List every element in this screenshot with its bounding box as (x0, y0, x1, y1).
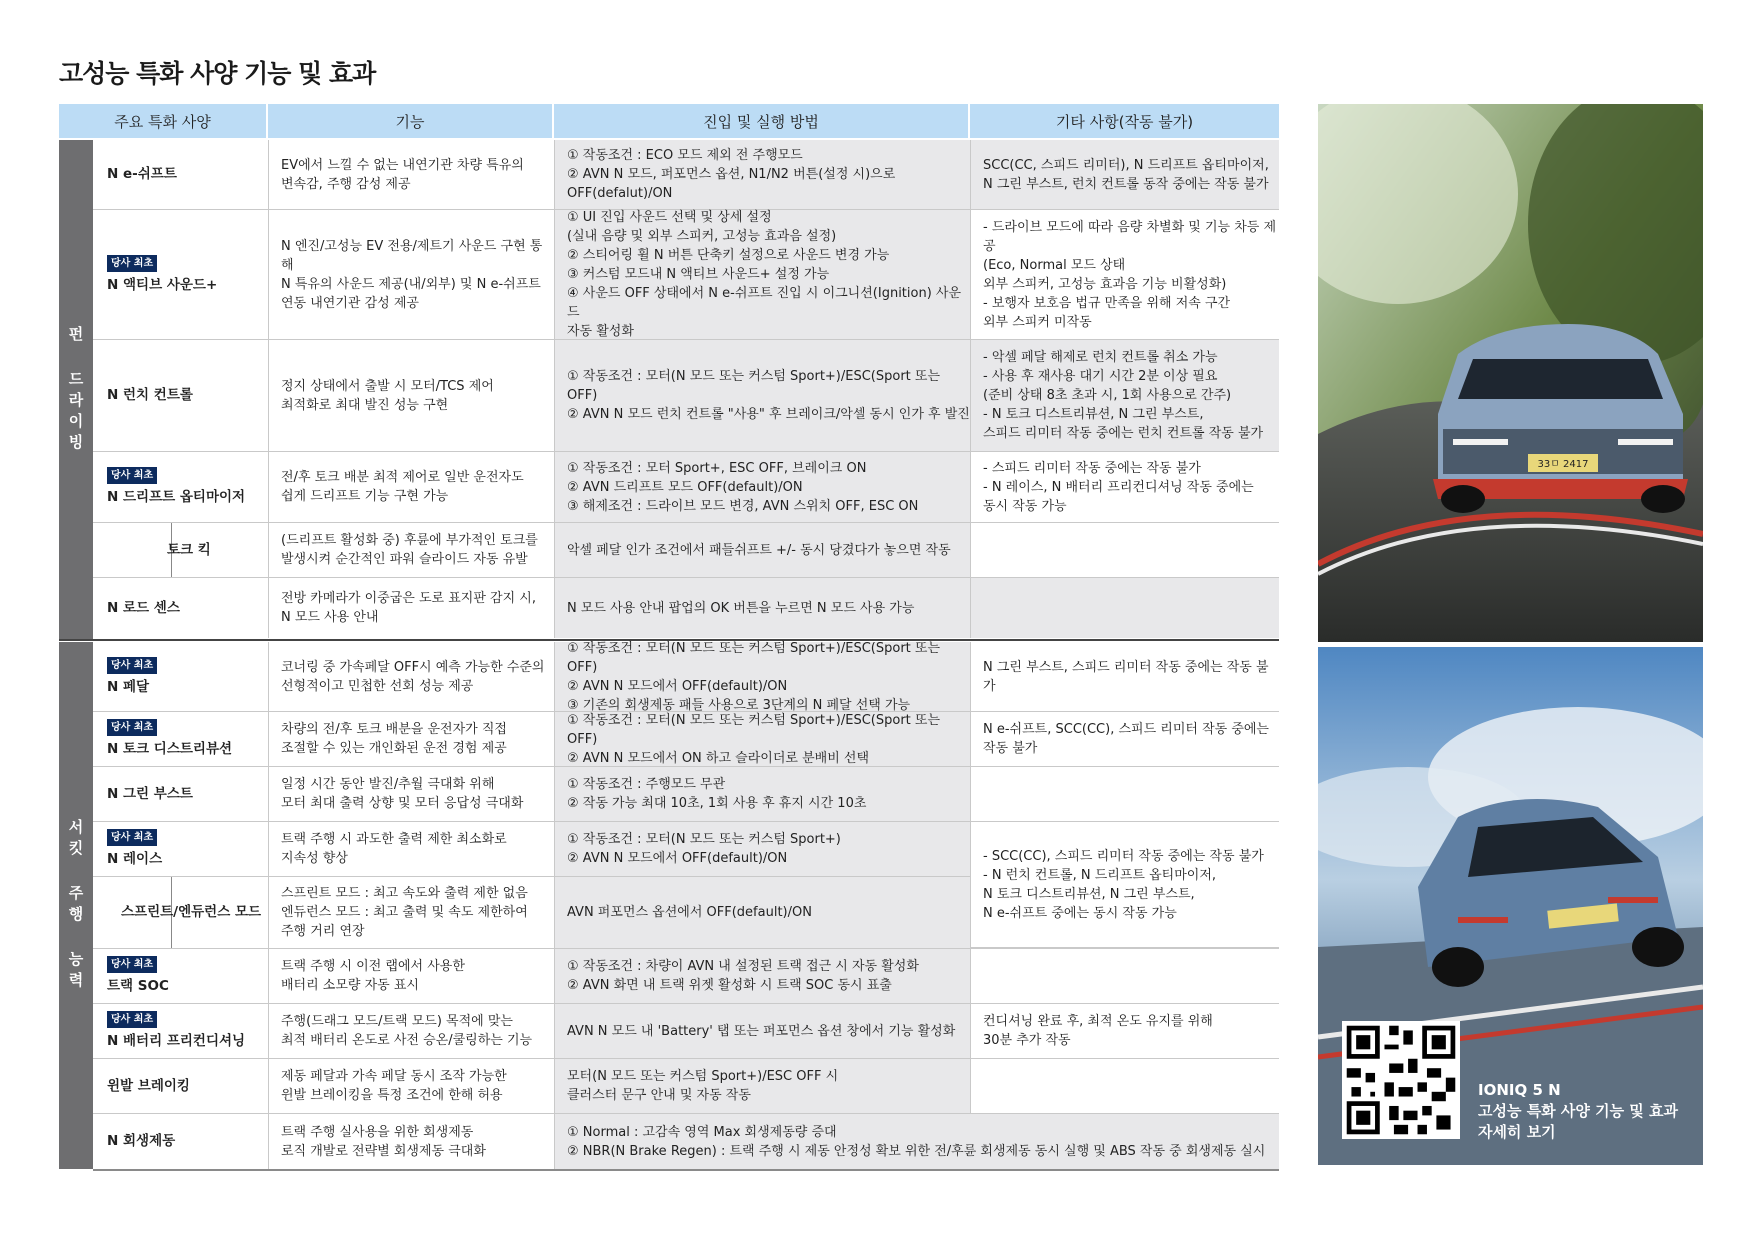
table-row (93, 1114, 1279, 1171)
function-cell: 제동 페달과 가속 페달 동시 조작 가능한 윈발 브레이킹을 특정 조건에 한해 허용 (268, 1059, 554, 1113)
method-cell: AVN 퍼포먼스 옵션에서 OFF(default)/ON (554, 877, 970, 948)
function-cell: 트랙 주행 시 이전 랩에서 사용한 배터리 소모량 자동 표시 (268, 949, 554, 1003)
car-photo-road (1318, 104, 1703, 642)
feature-label: N 드리프트 옵티마이저 (107, 489, 246, 505)
method-cell: ① 작동조건 : ECO 모드 제외 전 주행모드 ② AVN N 모드, 퍼포먼스 옵션, N1/N2 버튼(설정 시)으로 OFF(defalut)/ON (554, 140, 970, 209)
table-row (93, 767, 1279, 822)
table-row (93, 1004, 1279, 1059)
feature-name (93, 1114, 268, 1169)
method-cell: ① 작동조건 : 주행모드 무관 ② 작동 가능 최대 10초, 1회 사용 후 휴지 시간 10초 (554, 767, 970, 821)
etc-cell (970, 767, 1279, 821)
table-row (93, 140, 1279, 210)
function-cell: 일정 시간 동안 발진/추월 극대화 위해 모터 최대 출력 상향 및 모터 응답성 극대화 (268, 767, 554, 821)
etc-cell (970, 578, 1279, 638)
etc-cell: - 드라이브 모드에 따라 음량 차별화 및 기능 차등 제공 (Eco, Normal 모드 상태 외부 스피커, 고성능 효과음 기능 비활성화) - 보행자 보호음 법규 만족을 위해 저속 구간 외부 스피커 미작동 (970, 210, 1279, 339)
function-cell: 주행(드래그 모드/트랙 모드) 목적에 맞는 최적 배터리 온도로 사전 승온/쿨링하는 기능 (268, 1004, 554, 1058)
feature-label: N 그린 부스트 (107, 785, 193, 802)
method-cell: 악셀 페달 인가 조건에서 패들쉬프트 +/- 동시 당겼다가 놓으면 작동 (554, 523, 970, 577)
qr-code[interactable] (1342, 1021, 1460, 1139)
feature-name (93, 712, 268, 766)
table-row (93, 452, 1279, 523)
method-cell: ① Normal : 고감속 영역 Max 회생제동량 증대 ② NBR(N Brake Regen) : 트랙 주행 시 제동 안정성 확보 위한 전/후륜 회생제동 동시 실행 및 ABS 작동 중 회생제동 실시 (554, 1114, 1279, 1169)
feature-label: 윈발 브레이킹 (107, 1077, 190, 1094)
etc-cell: N 그린 부스트, 스피드 리미터 작동 중에는 작동 불가 (970, 642, 1279, 711)
feature-name (93, 642, 268, 711)
function-cell: (드리프트 활성화 중) 후륜에 부가적인 토크를 발생시켜 순간적인 파워 슬라이드 자동 유발 (268, 523, 554, 577)
method-cell: ① 작동조건 : 모터(N 모드 또는 커스텀 Sport+)/ESC(Sport 또는 OFF) ② AVN N 모드에서 ON 하고 슬라이더로 분배비 선택 (554, 712, 970, 766)
qr-caption: IONIQ 5 N 고성능 특화 사양 기능 및 효과 자세히 보기 (1478, 1081, 1678, 1141)
method-cell: ① 작동조건 : 차량이 AVN 내 설정된 트랙 접근 시 자동 활성화 ② AVN 화면 내 트랙 위젯 활성화 시 트랙 SOC 동시 표출 (554, 949, 970, 1003)
method-cell: N 모드 사용 안내 팝업의 OK 버튼을 누르면 N 모드 사용 가능 (554, 578, 970, 638)
function-cell: 전방 카메라가 이중굽은 도로 표지판 감지 시, N 모드 사용 안내 (268, 578, 554, 638)
etc-cell (970, 1059, 1279, 1113)
first-badge: 당사 최초 (107, 1011, 157, 1028)
feature-name (93, 877, 268, 948)
etc-cell: - 스피드 리미터 작동 중에는 작동 불가 - N 레이스, N 배터리 프리컨디셔닝 작동 중에는 동시 작동 가능 (970, 452, 1279, 522)
etc-cell (970, 523, 1279, 577)
feature-name (93, 949, 268, 1003)
method-cell: ① UI 진입 사운드 선택 및 상세 설정 (실내 음량 및 외부 스피커, 고성능 효과음 설정) ② 스티어링 휠 N 버튼 단축키 설정으로 사운드 변경 가능 ③ 커스텀 모드내 N 액티브 사운드+ 설정 가능 ④ 사운드 OFF 상태에서 N e-쉬프트 진입 시 이그니션(Ignition) 사운드 자동 활성화 (554, 210, 970, 339)
header-method: 진입 및 실행 방법 (554, 104, 968, 138)
table-row (93, 340, 1279, 452)
header-etc: 기타 사항(작동 불가) (970, 104, 1279, 138)
function-cell: 정지 상태에서 출발 시 모터/TCS 제어 최적화로 최대 발진 성능 구현 (268, 340, 554, 451)
method-cell: ① 작동조건 : 모터 Sport+, ESC OFF, 브레이크 ON ② AVN 드리프트 모드 OFF(default)/ON ③ 해제조건 : 드라이브 모드 변경, AVN 스위치 OFF, ESC ON (554, 452, 970, 522)
header-function: 기능 (268, 104, 552, 138)
feature-label: 스프린트/엔듀런스 모드 (121, 904, 262, 920)
first-badge: 당사 최초 (107, 657, 157, 674)
feature-label: N e-쉬프트 (107, 166, 177, 182)
table-row (93, 712, 1279, 767)
function-cell: EV에서 느낄 수 없는 내연기관 차량 특유의 변속감, 주행 감성 제공 (268, 140, 554, 209)
table-row (93, 642, 1279, 712)
feature-label: N 회생제동 (107, 1133, 176, 1149)
feature-name (93, 340, 268, 451)
qr-code-icon (1342, 1021, 1460, 1139)
method-cell: 모터(N 모드 또는 커스텀 Sport+)/ESC OFF 시 클러스터 문구 안내 및 자동 작동 (554, 1059, 970, 1113)
feature-name (93, 1059, 268, 1113)
table-row (93, 578, 1279, 638)
etc-cell: 컨디셔닝 완료 후, 최적 온도 유지를 위해 30분 추가 작동 (970, 1004, 1279, 1058)
table-row (93, 1059, 1279, 1114)
table-row (93, 949, 1279, 1004)
feature-name (93, 578, 268, 638)
function-cell: 스프린트 모드 : 최고 속도와 출력 제한 없음 엔듀런스 모드 : 최고 출력 및 속도 제한하여 주행 거리 연장 (268, 877, 554, 948)
table-row (93, 210, 1279, 340)
feature-label: N 페달 (107, 678, 150, 695)
etc-cell: - 악셀 페달 해제로 런치 컨트롤 취소 가능 - 사용 후 재사용 대기 시간 2분 이상 필요 (준비 상태 8초 초과 시, 1회 사용으로 간주) - N 토크 디스트리뷰션, N 그린 부스트, 스피드 리미터 작동 중에는 런치 컨트롤 작동 불가 (970, 340, 1279, 451)
header-feature: 주요 특화 사양 (59, 104, 266, 138)
feature-label: N 토크 디스트리뷰션 (107, 741, 233, 757)
feature-name (93, 210, 268, 339)
feature-label: N 로드 센스 (107, 599, 180, 616)
method-cell: ① 작동조건 : 모터(N 모드 또는 커스텀 Sport+) ② AVN N 모드에서 OFF(default)/ON (554, 822, 970, 876)
feature-label: 토크 킥 (167, 541, 211, 558)
method-cell: ① 작동조건 : 모터(N 모드 또는 커스텀 Sport+)/ESC(Sport 또는 OFF) ② AVN N 모드에서 OFF(default)/ON ③ 기존의 회생제동 패들 사용으로 3단계의 N 페달 선택 가능 (554, 642, 970, 711)
feature-name (93, 523, 268, 577)
feature-name (93, 822, 268, 876)
function-cell: 전/후 토크 배분 최적 제어로 일반 운전자도 쉽게 드리프트 기능 구현 가능 (268, 452, 554, 522)
feature-name (93, 767, 268, 821)
function-cell: 차량의 전/후 토크 배분을 운전자가 직접 조절할 수 있는 개인화된 운전 경험 제공 (268, 712, 554, 766)
etc-cell: N e-쉬프트, SCC(CC), 스피드 리미터 작동 중에는 작동 불가 (970, 712, 1279, 766)
function-cell: 트랙 주행 시 과도한 출력 제한 최소화로 지속성 향상 (268, 822, 554, 876)
feature-name (93, 1004, 268, 1058)
table-row (93, 523, 1279, 578)
section-label: 서킷 주행 능력 (66, 818, 85, 993)
etc-cell (970, 949, 1279, 1003)
feature-label: N 레이스 (107, 851, 163, 867)
feature-name (93, 140, 268, 209)
first-badge: 당사 최초 (107, 956, 157, 973)
etc-cell-merged: - SCC(CC), 스피드 리미터 작동 중에는 작동 불가 - N 런치 컨트롤, N 드리프트 옵티마이저, N 토크 디스트리뷰션, N 그린 부스트, N e-쉬프트 중에는 동시 작동 가능 (970, 822, 1279, 948)
method-cell: ① 작동조건 : 모터(N 모드 또는 커스텀 Sport+)/ESC(Sport 또는 OFF) ② AVN N 모드 런치 컨트롤 "사용" 후 브레이크/악셀 동시 인가 후 발진 (554, 340, 970, 451)
method-cell: AVN N 모드 내 'Battery' 탭 또는 퍼포먼스 옵션 창에서 기능 활성화 (554, 1004, 970, 1058)
first-badge: 당사 최초 (107, 829, 157, 846)
page-title: 고성능 특화 사양 기능 및 효과 (59, 59, 376, 88)
first-badge: 당사 최초 (107, 467, 157, 484)
feature-name (93, 452, 268, 522)
section-label: 펀 드라이빙 (66, 325, 85, 455)
feature-label: N 배터리 프리컨디셔닝 (107, 1033, 246, 1049)
plate-number: 33ㅁ 2417 (1537, 459, 1589, 470)
first-badge: 당사 최초 (107, 255, 157, 272)
section-band-fun-driving (59, 140, 93, 640)
feature-label: 트랙 SOC (107, 978, 169, 994)
section-band-circuit (59, 642, 93, 1169)
feature-label: N 액티브 사운드+ (107, 276, 218, 293)
function-cell: 트랙 주행 실사용을 위한 회생제동 로직 개발로 전략별 회생제동 극대화 (268, 1114, 554, 1169)
function-cell: N 엔진/고성능 EV 전용/제트기 사운드 구현 통해 N 특유의 사운드 제공(내/외부) 및 N e-쉬프트 연동 내연기관 감성 제공 (268, 210, 554, 339)
function-cell: 코너링 중 가속페달 OFF시 예측 가능한 수준의 선형적이고 민첩한 선회 성능 제공 (268, 642, 554, 711)
first-badge: 당사 최초 (107, 719, 157, 736)
etc-cell: SCC(CC, 스피드 리미터), N 드리프트 옵티마이저, N 그린 부스트, 런치 컨트롤 동작 중에는 작동 불가 (970, 140, 1279, 209)
feature-label: N 런치 컨트롤 (107, 387, 193, 403)
car-road-image (1318, 104, 1703, 642)
